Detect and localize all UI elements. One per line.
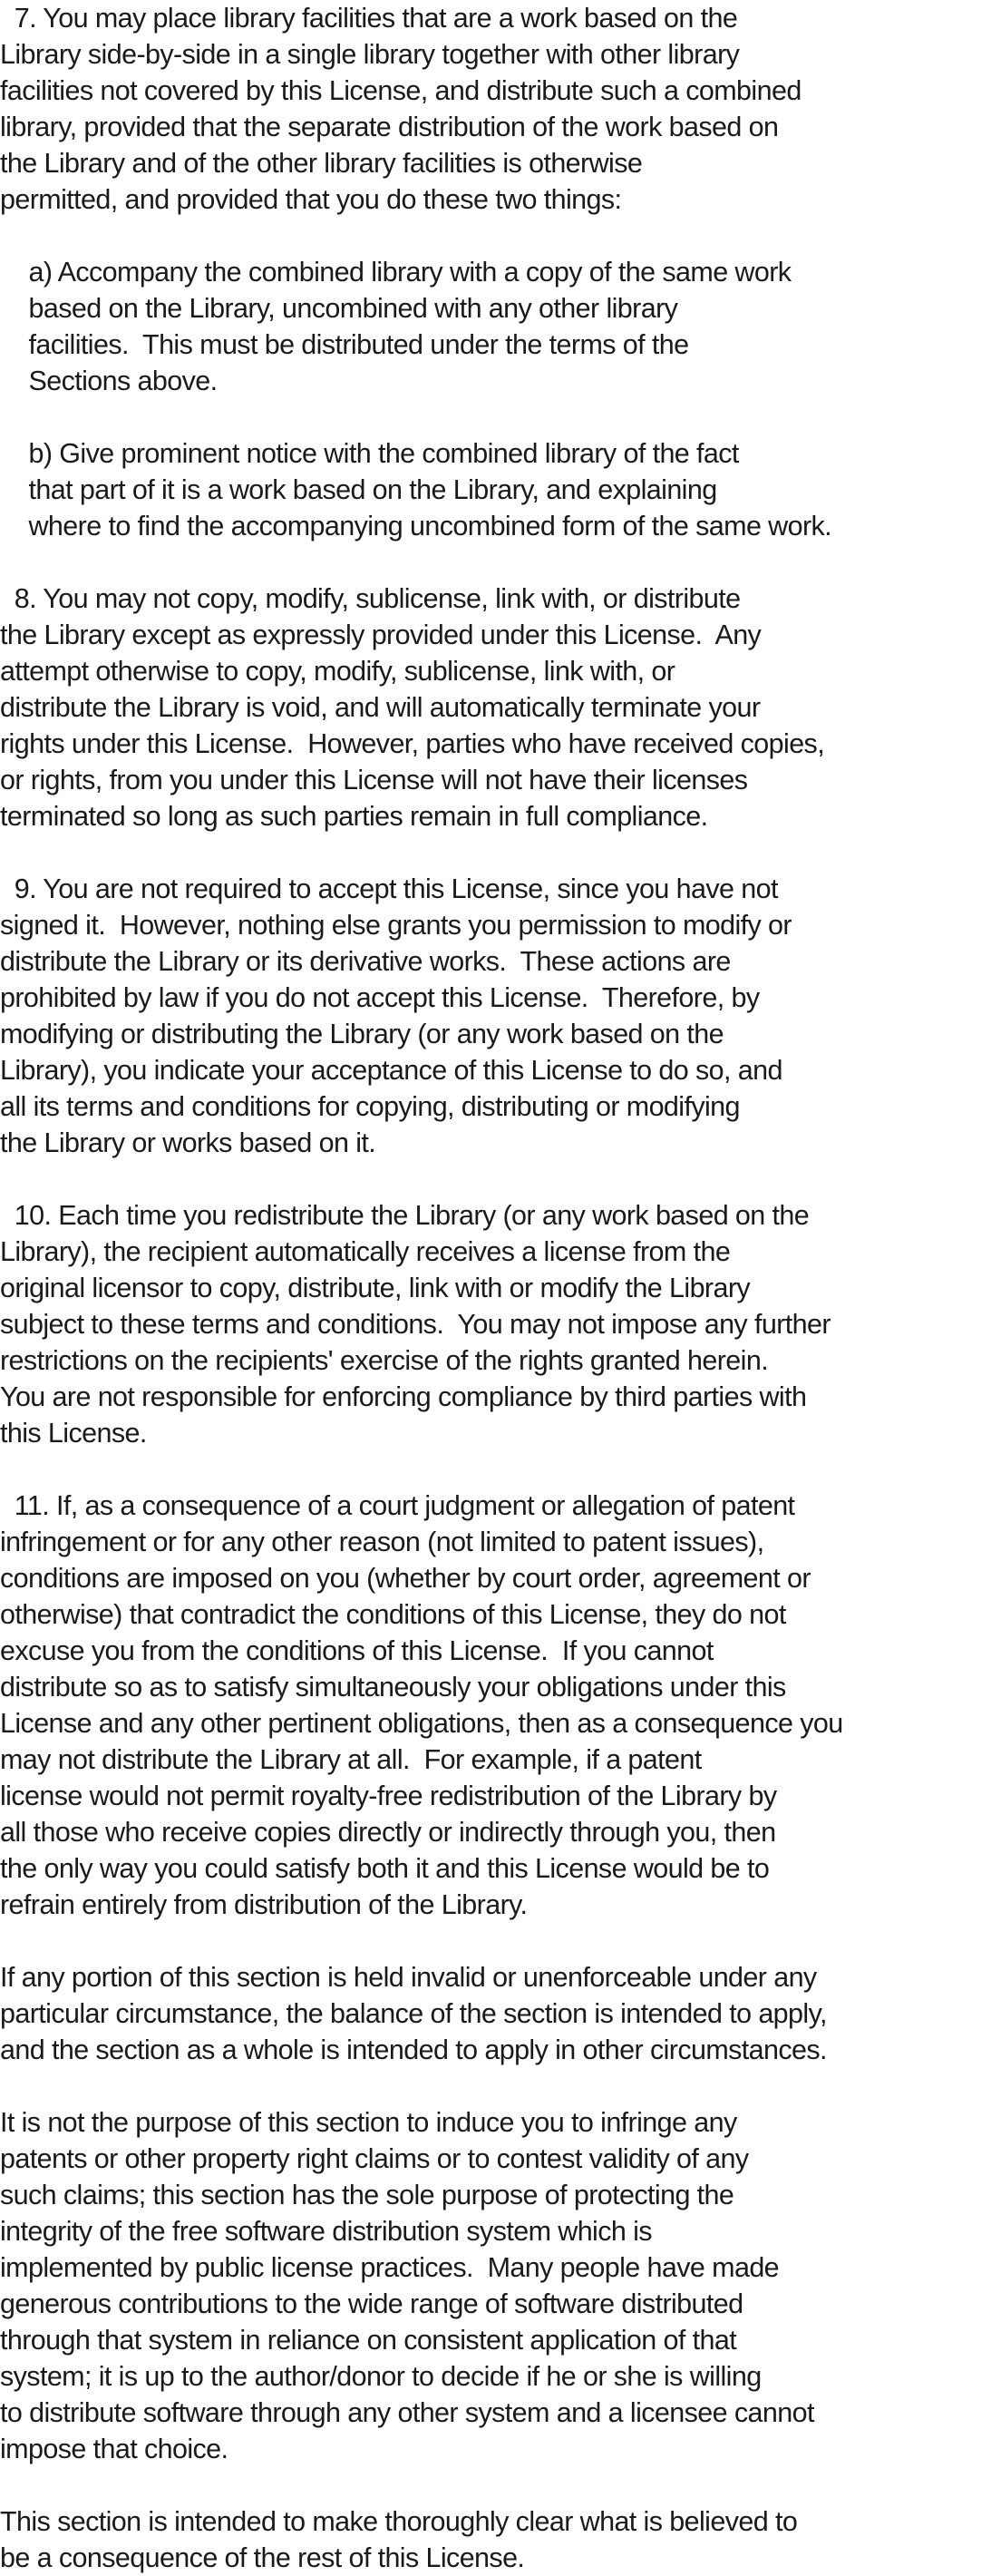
text-line: modifying or distributing the Library (or any work based on the [0, 1019, 724, 1049]
text-line: library, provided that the separate distribution of the work based on [0, 112, 779, 142]
text-line: License and any other pertinent obligations, then as a consequence you [0, 1708, 843, 1739]
text-line: a) Accompany the combined library with a copy of the same work [0, 257, 792, 288]
text-line: generous contributions to the wide range of software distributed [0, 2288, 743, 2319]
paragraph-gap [0, 834, 991, 871]
section-11-invalid-paragraph [0, 1959, 991, 2068]
text-line: This section is intended to make thoroughly clear what is believed to [0, 2506, 798, 2537]
text-line: infringement or for any other reason (not limited to patent issues), [0, 1527, 764, 1557]
text-line: If any portion of this section is held invalid or unenforceable under any [0, 1962, 817, 1993]
text-line: Sections above. [0, 366, 218, 396]
section-11-purpose-paragraph [0, 2104, 991, 2467]
text-line: refrain entirely from distribution of the Library. [0, 1889, 528, 1920]
text-line: You are not responsible for enforcing compliance by third parties with [0, 1381, 807, 1412]
text-line: attempt otherwise to copy, modify, sublicense, link with, or [0, 656, 675, 687]
text-line: and the section as a whole is intended to apply in other circumstances. [0, 2034, 827, 2065]
text-line: 7. You may place library facilities that are a work based on the [0, 3, 738, 34]
text-line: Library), you indicate your acceptance of this License to do so, and [0, 1055, 782, 1086]
text-line: particular circumstance, the balance of the section is intended to apply, [0, 1998, 827, 2029]
text-line: be a consequence of the rest of this License. [0, 2542, 525, 2573]
text-line: all its terms and conditions for copying, distributing or modifying [0, 1091, 740, 1122]
text-line: rights under this License. However, parties who have received copies, [0, 728, 825, 759]
text-line: 8. You may not copy, modify, sublicense, link with, or distribute [0, 583, 741, 614]
text-line: implemented by public license practices. Many people have made [0, 2252, 780, 2283]
text-line: It is not the purpose of this section to induce you to infringe any [0, 2107, 737, 2138]
text-line: to distribute software through any other system and a licensee cannot [0, 2397, 814, 2428]
text-line: facilities not covered by this License, and distribute such a combined [0, 75, 802, 106]
paragraph-gap [0, 2068, 991, 2104]
section-9-paragraph [0, 871, 991, 1161]
text-line: distribute the Library or its derivative works. These actions are [0, 946, 731, 977]
text-line: the Library except as expressly provided under this License. Any [0, 620, 762, 650]
text-line: terminated so long as such parties remain in full compliance. [0, 801, 708, 832]
text-line: 11. If, as a consequence of a court judgment or allegation of patent [0, 1490, 795, 1521]
section-7b-paragraph [0, 435, 991, 544]
text-line: system; it is up to the author/donor to decide if he or she is willing [0, 2361, 762, 2392]
paragraph-gap [0, 1451, 991, 1488]
text-line: that part of it is a work based on the Library, and explaining [0, 474, 717, 505]
text-line: or rights, from you under this License will not have their licenses [0, 765, 748, 795]
section-7a-paragraph [0, 254, 991, 399]
text-line: this License. [0, 1418, 147, 1449]
paragraph-gap [0, 1161, 991, 1197]
text-line: restrictions on the recipients' exercise of the rights granted herein. [0, 1345, 769, 1376]
text-line: the only way you could satisfy both it and this License would be to [0, 1853, 770, 1884]
text-line: original licensor to copy, distribute, link with or modify the Library [0, 1273, 751, 1303]
text-line: patents or other property right claims or to contest validity of any [0, 2143, 749, 2174]
text-line: impose that choice. [0, 2434, 228, 2464]
section-11-clarity-paragraph [0, 2503, 991, 2576]
paragraph-gap [0, 2467, 991, 2503]
text-line: subject to these terms and conditions. You may not impose any further [0, 1309, 831, 1340]
text-line: prohibited by law if you do not accept this License. Therefore, by [0, 982, 760, 1013]
text-line: permitted, and provided that you do these two things: [0, 184, 622, 215]
text-line: distribute the Library is void, and will automatically terminate your [0, 692, 761, 723]
text-line: distribute so as to satisfy simultaneously your obligations under this [0, 1672, 786, 1703]
text-line: through that system in reliance on consistent application of that [0, 2325, 737, 2356]
text-line: where to find the accompanying uncombined form of the same work. [0, 511, 832, 542]
paragraph-gap [0, 399, 991, 435]
text-line: Library), the recipient automatically receives a license from the [0, 1236, 731, 1267]
section-10-paragraph [0, 1197, 991, 1451]
text-line: 10. Each time you redistribute the Library (or any work based on the [0, 1200, 810, 1231]
paragraph-gap [0, 544, 991, 581]
section-11-paragraph [0, 1488, 991, 1923]
text-line: based on the Library, uncombined with any other library [0, 293, 678, 324]
text-line: 9. You are not required to accept this License, since you have not [0, 873, 778, 904]
text-line: such claims; this section has the sole purpose of protecting the [0, 2180, 734, 2210]
text-line: signed it. However, nothing else grants you permission to modify or [0, 910, 792, 941]
text-line: facilities. This must be distributed under the terms of the [0, 329, 689, 360]
paragraph-gap [0, 1923, 991, 1959]
section-8-paragraph [0, 581, 991, 834]
text-line: otherwise) that contradict the conditions of this License, they do not [0, 1599, 786, 1630]
text-line: Library side-by-side in a single library together with other library [0, 39, 740, 70]
text-line: may not distribute the Library at all. For example, if a patent [0, 1744, 702, 1775]
text-line: conditions are imposed on you (whether by court order, agreement or [0, 1563, 811, 1594]
text-line: b) Give prominent notice with the combined library of the fact [0, 438, 739, 469]
text-line: the Library or works based on it. [0, 1127, 376, 1158]
text-line: license would not permit royalty-free redistribution of the Library by [0, 1781, 777, 1811]
text-line: integrity of the free software distribution system which is [0, 2216, 652, 2247]
paragraph-gap [0, 218, 991, 254]
text-line: all those who receive copies directly or indirectly through you, then [0, 1817, 776, 1848]
text-line: excuse you from the conditions of this License. If you cannot [0, 1635, 714, 1666]
text-line: the Library and of the other library facilities is otherwise [0, 148, 643, 179]
section-7-paragraph [0, 0, 991, 218]
